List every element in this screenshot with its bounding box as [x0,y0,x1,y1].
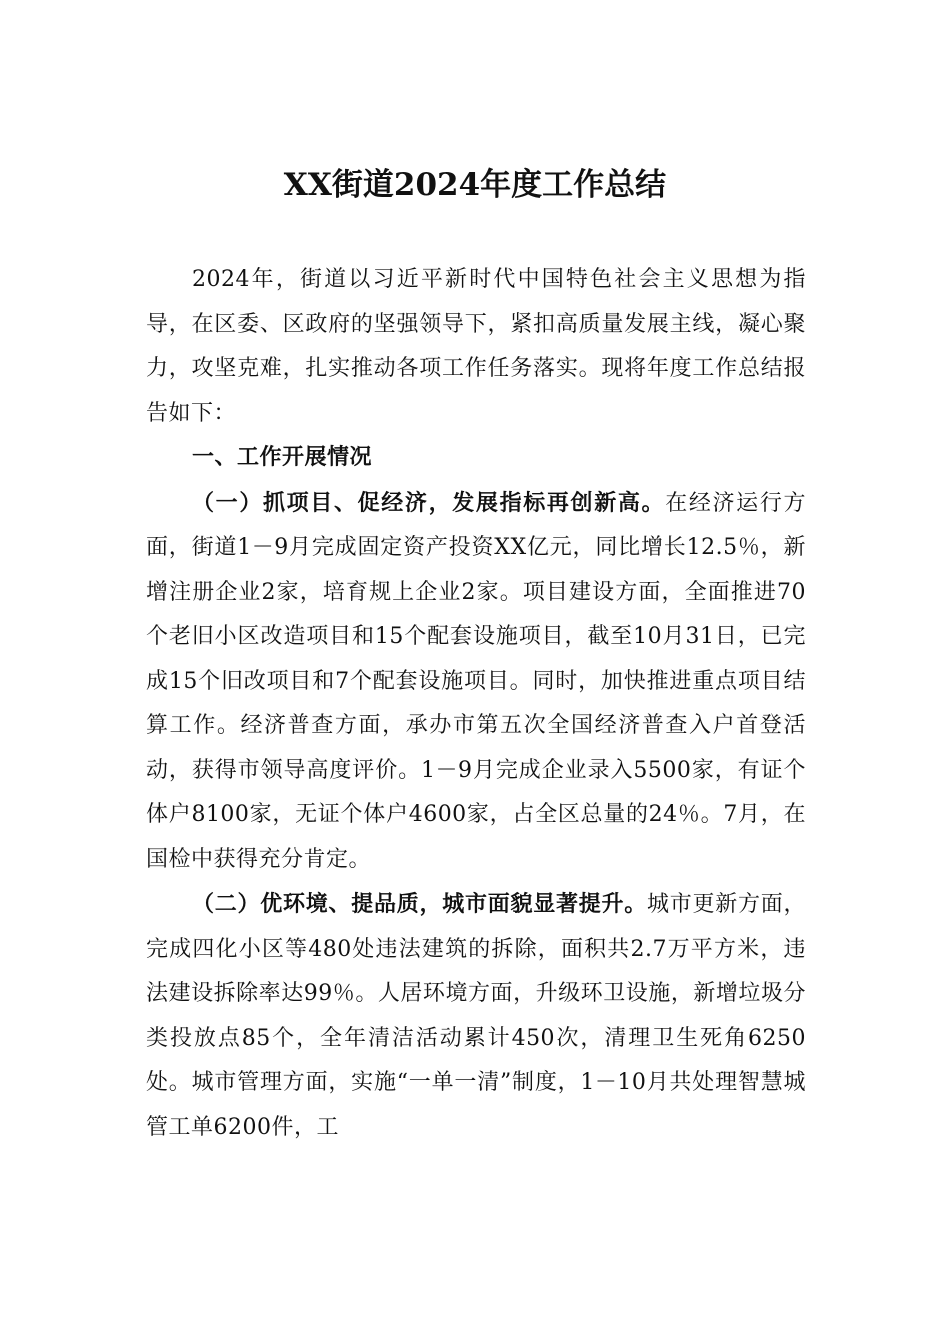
paragraph-economy [146,481,806,883]
paragraph-environment [146,882,806,1150]
document-body [146,258,806,1150]
paragraph-environment-body: 城市更新方面，完成四化小区等480处违法建筑的拆除，面积共2.7万平方米，违法建设拆除率达99％。人居环境方面，升级环卫设施，新增垃圾分类投放点85个，全年清洁活动累计450次，清理卫生死角6250处。城市管理方面，实施“一单一清”制度，1－10月共处理智慧城管工单6200件，工 [146,892,806,1140]
document-title: XX街道2024年度工作总结 [283,167,667,203]
paragraph-economy-body: 在经济运行方面，街道1－9月完成固定资产投资XX亿元，同比增长12.5％，新增注册企业2家，培育规上企业2家。项目建设方面，全面推进70个老旧小区改造项目和15个配套设施项目，截至10月31日，已完成15个旧改项目和7个配套设施项目。同时，加快推进重点项目结算工作。经济普查方面，承办市第五次全国经济普查入户首登活动，获得市领导高度评价。1－9月完成企业录入5500家，有证个体户8100家，无证个体户4600家，占全区总量的24％。7月，在国检中获得充分肯定。 [146,490,806,872]
paragraph-environment-lead: （二）优环境、提品质，城市面貌显著提升。 [192,891,647,917]
paragraph-economy-lead: （一）抓项目、促经济，发展指标再创新高。 [192,489,666,516]
section-heading-work-progress: 一、工作开展情况 [192,445,373,470]
intro-paragraph: 2024年，街道以习近平新时代中国特色社会主义思想为指导，在区委、区政府的坚强领导下，紧扣高质量发展主线，凝心聚力，攻坚克难，扎实推动各项工作任务落实。现将年度工作总结报告如下： [146,267,806,426]
